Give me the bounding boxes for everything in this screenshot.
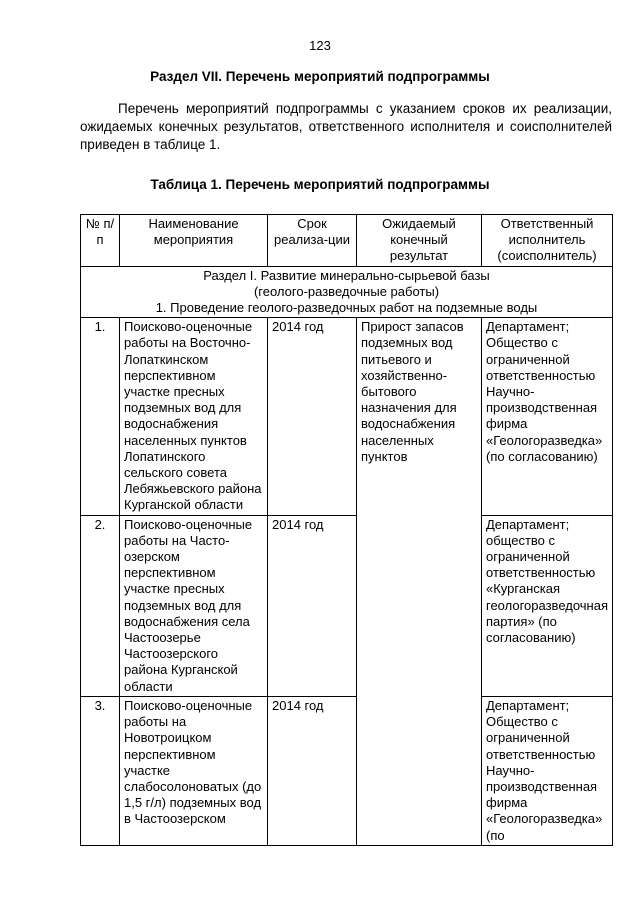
row-term: 2014 год [268, 318, 357, 515]
row-term: 2014 год [268, 696, 357, 845]
events-table [80, 214, 613, 846]
row-result-shared: Прирост запасов подземных вод питьевого и хозяйственно-бытового назначения для водоснабжения населенных пунктов [357, 318, 482, 846]
header-num: № п/п [81, 215, 120, 267]
section-heading-line3: 1. Проведение геолого-разведочных работ на подземные воды [155, 300, 538, 316]
intro-paragraph: Перечень мероприятий подпрограммы с указанием сроков их реализации, ожидаемых конечных результатов, ответственного исполнителя и соисполнителей приведен в таблице 1. [80, 101, 612, 152]
row-num: 2. [81, 515, 120, 696]
table-row [81, 696, 613, 845]
section-heading-line2: (геолого-разведочные работы) [253, 283, 440, 299]
section-heading-row [81, 266, 613, 318]
section-heading-line1: Раздел I. Развитие минерально-сырьевой базы [203, 267, 490, 283]
row-num: 1. [81, 318, 120, 515]
page-number: 123 [309, 38, 331, 53]
row-responsible: Департамент; Общество с ограниченной ответственностью Научно-производственная фирма «Геологоразведка» (по [482, 696, 613, 845]
row-responsible: Департамент; Общество с ограниченной ответственностью Научно-производственная фирма «Геологоразведка» (по согласованию) [482, 318, 613, 515]
table-viewport [0, 214, 640, 865]
header-result: Ожидаемый конечный результат [357, 215, 482, 267]
row-term: 2014 год [268, 515, 357, 696]
table-title: Таблица 1. Перечень мероприятий подпрограммы [150, 177, 490, 192]
table-row [81, 515, 613, 696]
table-row [81, 318, 613, 515]
row-num: 3. [81, 696, 120, 845]
header-responsible: Ответственный исполнитель (соисполнитель) [482, 215, 613, 267]
row-responsible: Департамент; общество с ограниченной ответственностью «Курганская геологоразведочная партия» (по согласованию) [482, 515, 613, 696]
header-name: Наименование мероприятия [120, 215, 268, 267]
row-name: Поисково-оценочные работы на Часто-озерском перспективном участке пресных подземных вод для водоснабжения села Частоозерье Частоозерского района Курганской области [120, 515, 268, 696]
row-name: Поисково-оценочные работы на Новотроицком перспективном участке слабосолоноватых (до 1,5 г/л) подземных вод в Частоозерском [120, 696, 268, 845]
header-term: Срок реализа-ции [268, 215, 357, 267]
section-heading-cell [81, 266, 613, 318]
row-name: Поисково-оценочные работы на Восточно-Лопаткинском перспективном участке пресных подземных вод для водоснабжения населенных пунктов Лопатинского сельского совета Лебяжьевского района Курганской области [120, 318, 268, 515]
table-header-row [81, 215, 613, 267]
section-title: Раздел VII. Перечень мероприятий подпрограммы [150, 69, 490, 84]
